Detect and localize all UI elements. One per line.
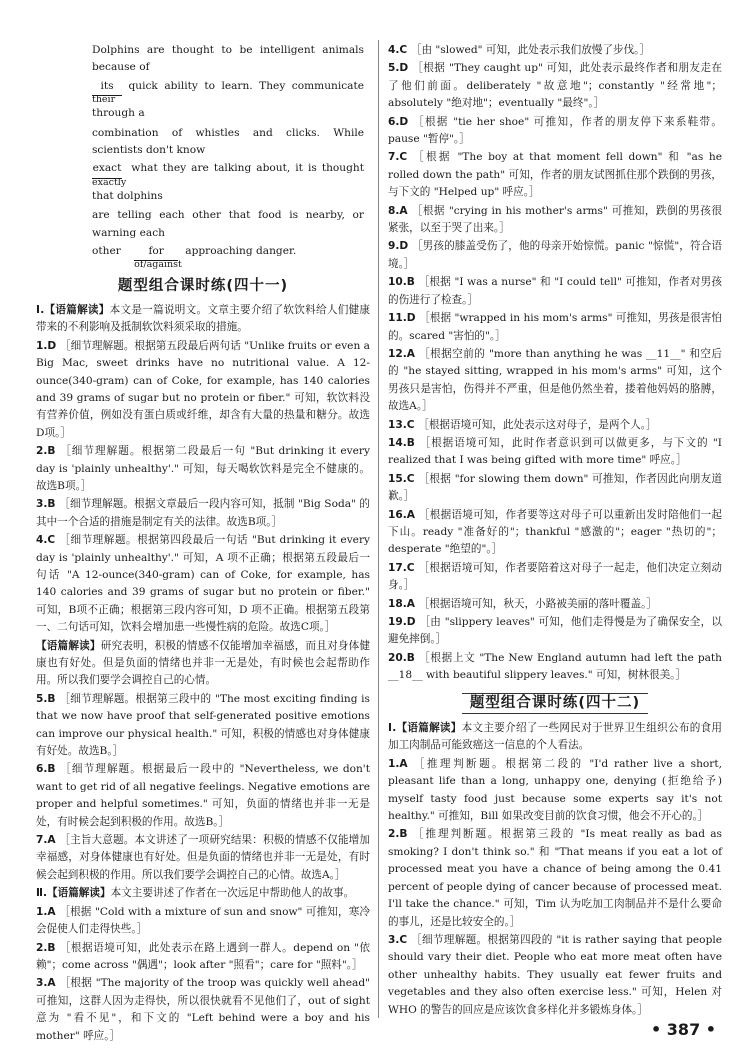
answer-item — [388, 650, 722, 685]
answer-number: 9.D — [388, 240, 412, 253]
answer-explanation: ［根据 "wrapped in his mom's arms" 可推知，男孩是很害怕的。scared "害怕的"。］ — [388, 312, 722, 342]
answer-explanation: ［细节理解题。根据第四段最后一句话 "But drinking it every day is 'plainly unhealthy'." 可知，A 项不正确；根据第五段最后一句话 "A 12-ounce(340-gram) can of Coke, for example, has 140 calories and 39 grams of sugar but no protein or fiber." 可知，B项不正确；根据第三段内容可知，D 项不正确。根据第五段第一、二句话可知，饮料会增加患一些慢性病的危险。故选C项。］ — [36, 534, 370, 634]
answer-number: 4.C — [388, 44, 411, 56]
answer-item — [388, 417, 722, 434]
section-label: Ⅱ.【语篇解读】 — [36, 887, 111, 900]
answer-list-4 — [388, 42, 722, 685]
answer-item — [388, 42, 722, 59]
answer-explanation: ［细节理解题。根据文章最后一段内容可知，抵制 "Big Soda" 的其中一个合适的措施是制定有关的法律。故选B项。］ — [36, 498, 370, 528]
answer-number: 18.A — [388, 597, 419, 610]
answer-explanation: ［根据 "They caught up" 可知，此处表示最终作者和朋友走在了他们前面。deliberately "故意地"；constantly "经常地"；absolutely "绝对地"；eventually "最终"。］ — [388, 62, 722, 110]
alt-exactly: exactly — [92, 176, 127, 188]
answer-number: 17.C — [388, 561, 419, 574]
answer-explanation: ［根据 "The boy at that moment fell down" 和 "as he rolled down the path" 可知，作者的朋友试图抓住那个跌倒的男孩，与下文的 "Helped up" 呼应。］ — [388, 151, 722, 199]
answer-explanation: ［根据语境可知，作者要陪着这对母子一起走，他们决定立刻动身。］ — [388, 561, 723, 592]
answer-item — [388, 435, 722, 470]
answer-item — [388, 238, 722, 273]
intro-line-3: combination of whistles and clicks. While scientists don't know — [92, 126, 364, 157]
answer-item — [36, 904, 370, 939]
answer-item — [36, 761, 370, 831]
right-column — [388, 42, 722, 1020]
answer-number: 5.B — [36, 692, 60, 705]
section-label: 【语篇解读】 — [36, 639, 101, 652]
answer-explanation: ［根据 "I was a nurse" 和 "I could tell" 可推知，作者对男孩的伤进行了检查。］ — [388, 276, 722, 306]
answer-number: 3.A — [36, 977, 60, 990]
intro-line-5: are telling each other that food is nearby, or warning each — [92, 209, 364, 239]
answer-explanation: ［根据 "tie her shoe" 可推知，作者的朋友停下来系鞋带。pause "暂停"。］ — [388, 115, 722, 146]
section-title-41: 题型组合课时练(四十一) — [117, 278, 289, 295]
answer-explanation: ［根据语境可知，此时作者意识到可以做更多，与下文的 "I realized that I was being gifted with more time" 呼应。］ — [388, 436, 722, 467]
answer-explanation: ［根据语境可知，此处表示这对母子，是两个人。］ — [418, 418, 657, 431]
answer-item — [36, 338, 370, 442]
answer-list-3 — [36, 904, 370, 1045]
answer-explanation: ［细节理解题。根据最后一段中的 "Nevertheless, we don't want to get rid of all negative feelings. Negative emotions are proper and helpful sometimes." 可知，负面的情绪也并非一无是处，有时候会起到积极的作用。故选B。］ — [36, 763, 370, 828]
answer-explanation: ［推理判断题。根据第二段的 "I'd rather live a short, pleasant life than a long, unhappy one, denying (拒绝给予) myself tasty food just because some experts say it's not healthy." 可推知，Bill 如果改变目前的饮食习惯，他会不开心的。］ — [388, 757, 722, 823]
intro-line-4-text: what they are talking about, it is thought that dolphins — [92, 162, 364, 202]
answer-number: 1.D — [36, 339, 60, 352]
answer-item — [388, 756, 722, 826]
section-label: Ⅰ.【语篇解读】 — [388, 722, 462, 735]
section-text: 本文是一篇说明文。文章主要介绍了软饮料给人们健康带来的不利影响及抵制软饮料须采取的措施。 — [36, 303, 371, 334]
answer-number: 2.B — [36, 445, 61, 458]
answer-number: 16.A — [388, 508, 419, 521]
answer-item — [388, 60, 722, 112]
intro-line-6-text: approaching danger. — [185, 245, 297, 258]
answer-item — [388, 596, 722, 613]
intro-line-1: Dolphins are thought to be intelligent animals because of — [92, 44, 364, 74]
alt-of-against: of/against — [134, 259, 182, 271]
section-intro-3 — [36, 885, 370, 902]
answer-item — [388, 346, 722, 416]
answer-explanation: ［主旨大意题。本文讲述了一项研究结果：积极的情感不仅能增加幸福感，对身体健康也有好处。但是负面的情绪也并非一无是处，有时候会起到积极的作用。所以我们要学会调控自己的心情。故选A。］ — [36, 834, 370, 881]
answer-item — [388, 114, 722, 149]
answer-item — [36, 975, 370, 1045]
answer-number: 3.B — [36, 498, 60, 511]
answer-number: 2.B — [388, 828, 414, 841]
blank-for: for — [134, 243, 178, 261]
alt-their: their — [92, 94, 116, 106]
answer-number: 4.C — [36, 534, 60, 547]
answer-number: 20.B — [388, 651, 420, 664]
answer-item — [388, 560, 722, 595]
answer-number: 8.A — [388, 204, 412, 217]
answer-item — [36, 496, 370, 531]
answer-item — [36, 691, 370, 761]
answer-number: 12.A — [388, 347, 420, 360]
answer-number: 10.B — [388, 276, 419, 289]
answer-item — [388, 826, 722, 930]
answer-explanation: ［细节理解题。根据第四段的 "it is rather saying that people should vary their diet. People who eat more meat often have other unhealthy habits. They usually eat fewer fruits and vegetables and they also often exercise less." 可知，Helen 对 WHO 的警告的回应是应该饮食多样化并多锻炼身体。］ — [388, 933, 723, 1016]
answer-number: 13.C — [388, 418, 419, 431]
answer-explanation: ［根据空前的 "more than anything he was __11__" 和空后的 "he stayed sitting, wrapped in his mom's arms" 可知，这个男孩只是害怕，伤得并不严重，但是他仍然坐着，搂着他妈妈的胳膊，故选A。］ — [388, 347, 722, 413]
section-title-42: 题型组合课时练(四十二) — [462, 693, 648, 714]
intro-line-2-text: quick ability to learn. They communicate through a — [92, 79, 365, 120]
answer-list-1 — [36, 338, 370, 637]
blank-exact: exact — [92, 160, 122, 178]
answer-number: 11.D — [388, 312, 420, 325]
section-intro-2 — [36, 638, 370, 690]
answer-number: 6.D — [388, 115, 414, 128]
answer-number: 6.B — [36, 763, 61, 776]
answer-explanation: ［细节理解题。根据第五段最后两句话 "Unlike fruits or even a Big Mac, sweet drinks have no nutritional value. A 12-ounce(340-gram) can of Coke, for example, has 140 calories and 39 grams of sugar but no protein or fiber." 可知，软饮料没有营养价值，例如没有蛋白质或纤维，却含有大量的热量和糖分。故选D项。］ — [36, 339, 370, 439]
answer-number: 14.B — [388, 436, 420, 449]
left-column — [36, 42, 370, 1046]
intro-line-2 — [92, 78, 364, 123]
answer-explanation: ［男孩的膝盖受伤了，他的母亲开始惊慌。panic "惊慌"，符合语境。］ — [388, 240, 722, 270]
intro-passage — [36, 42, 370, 270]
answer-list-5 — [388, 756, 722, 1019]
answer-number: 1.A — [388, 757, 414, 770]
intro-other: other — [92, 245, 121, 258]
section-intro-1 — [36, 302, 370, 337]
answer-list-2 — [36, 691, 370, 884]
answer-number: 5.D — [388, 62, 413, 75]
answer-number: 19.D — [388, 616, 420, 628]
answer-explanation: ［由 "slippery leaves" 可知，他们走得慢是为了确保安全，以避免摔倒。］ — [388, 616, 723, 646]
answer-item — [36, 940, 370, 975]
answer-item — [388, 507, 722, 559]
page-number: • 387 • — [651, 1020, 716, 1039]
answer-explanation: ［根据 "crying in his mother's arms" 可推知，跌倒的男孩很紧张，以至于哭了出来。］ — [388, 204, 722, 235]
answer-explanation: ［细节理解题。根据第二段最后一句 "But drinking it every day is 'plainly unhealthy'." 可知，每天喝软饮料是完全不健康的。故选B项。］ — [36, 445, 370, 492]
answer-item — [388, 149, 722, 201]
answer-item — [36, 532, 370, 636]
section-title-42-wrap — [388, 693, 722, 714]
answer-item — [388, 274, 722, 309]
intro-line-4 — [92, 160, 364, 205]
answer-explanation: ［根据语境可知，此处表示在路上遇到一群人。depend on "依赖"；come across "偶遇"；look after "照看"；care for "照料"。］ — [36, 941, 370, 971]
answer-number: 7.A — [36, 834, 60, 847]
answer-number: 1.A — [36, 905, 60, 918]
section-text: 本文主要讲述了作者在一次远足中帮助他人的故事。 — [110, 887, 355, 900]
answer-explanation: ［根据语境可知，作者要等这对母子可以重新出发时陪他们一起下山。ready "准备好的"；thankful "感激的"；eager "热切的"；desperate "绝望的"。］ — [388, 508, 723, 556]
answer-number: 7.C — [388, 151, 414, 164]
answer-explanation: ［由 "slowed" 可知，此处表示我们放慢了步伐。］ — [410, 44, 651, 56]
section-text: 研究表明，积极的情感不仅能增加幸福感，而且对身体健康也有好处。但是负面的情绪也并非一无是处，有时候也会起帮助作用。所以我们要学会调控自己的心情。 — [36, 639, 371, 687]
column-divider — [378, 40, 379, 1018]
answer-explanation: ［推理判断题。根据第三段的 "Is meat really as bad as smoking? I don't think so." 和 "That means if you eat a lot of processed meat you have a chance of being among the 0.41 percent of people dying of cancer because of processed meat. I'll take the chance." 可知，Tim 认为吃加工肉制品并不是什么要命的事儿，还是比较安全的。］ — [388, 828, 722, 928]
section-intro-4 — [388, 720, 722, 755]
answer-item — [36, 832, 370, 884]
answer-item — [388, 310, 722, 345]
answer-explanation: ［根据上文 "The New England autumn had left the path __18__ with beautiful slippery leaves." 可知，树林很美。］ — [388, 651, 723, 682]
section-label: Ⅰ.【语篇解读】 — [36, 303, 110, 316]
answer-explanation: ［根据 "Cold with a mixture of sun and snow" 可推知，寒冷会促使人们走得快些。］ — [36, 905, 370, 936]
section-text: 本文主要介绍了一些网民对于世界卫生组织公布的食用加工肉制品可能致癌这一信息的个人看法。 — [388, 722, 723, 752]
answer-number: 3.C — [388, 933, 412, 946]
answer-item — [388, 203, 722, 238]
answer-explanation: ［根据语境可知，秋天，小路被美丽的落叶覆盖。］ — [418, 597, 658, 610]
answer-explanation: ［根据 "for slowing them down" 可推知，作者因此向朋友道歉。］ — [388, 472, 723, 503]
answer-item — [388, 614, 722, 649]
answer-number: 2.B — [36, 941, 60, 954]
answer-item — [388, 932, 722, 1019]
answer-number: 15.C — [388, 472, 419, 485]
blank-its: its — [92, 78, 122, 96]
answer-explanation: ［细节理解题。根据第三段中的 "The most exciting finding is that we now have proof that self-generated positive emotions can improve our physical health." 可知，积极的情感也对身体健康有好处。故选B。］ — [36, 692, 370, 758]
answer-explanation: ［根据 "The majority of the troop was quickly well ahead" 可推知，这群人因为走得快，所以很快就看不见他们了，out of sight 意为 "看不见"，和下文的 "Left behind were a boy and his mother" 呼应。］ — [36, 977, 370, 1042]
answer-item — [388, 471, 722, 506]
intro-line-6 — [92, 243, 364, 270]
answer-item — [36, 443, 370, 495]
